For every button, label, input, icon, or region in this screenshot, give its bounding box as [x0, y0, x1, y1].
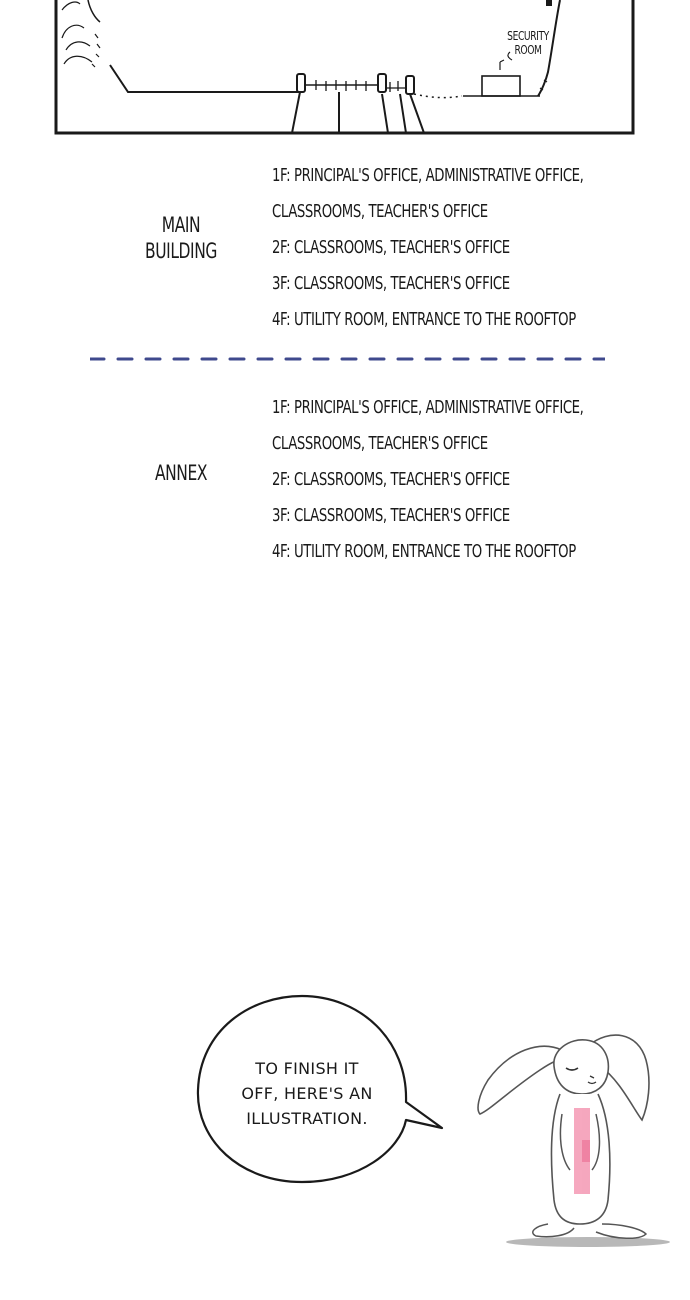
section-divider [90, 355, 605, 363]
floor-line: 1F: PRINCIPAL'S OFFICE, ADMINISTRATIVE OFFICE, [272, 397, 584, 418]
main-building-floor-list [272, 158, 652, 338]
floor-line: 1F: PRINCIPAL'S OFFICE, ADMINISTRATIVE OFFICE, [272, 165, 584, 186]
floor-line: 4F: UTILITY ROOM, ENTRANCE TO THE ROOFTOP [272, 541, 576, 562]
floor-line: CLASSROOMS, TEACHER'S OFFICE [272, 433, 488, 454]
floor-line: CLASSROOMS, TEACHER'S OFFICE [272, 201, 488, 222]
security-room-label-line2: ROOM [514, 43, 542, 57]
security-room-label [498, 29, 558, 57]
speech-bubble-line2: OFF, HERE'S AN [241, 1084, 373, 1103]
annex-floor-list [272, 390, 652, 570]
annex-title [128, 460, 235, 486]
floor-line: 3F: CLASSROOMS, TEACHER'S OFFICE [272, 273, 510, 294]
main-building-title-line2: BUILDING [145, 239, 217, 263]
security-room-label-line1: SECURITY [507, 29, 549, 43]
main-building-title-line1: MAIN [161, 213, 201, 237]
school-map-drawing [0, 0, 690, 140]
school-map-panel [0, 0, 690, 140]
speech-bubble-line3: ILLUSTRATION. [246, 1109, 368, 1128]
floor-line: 4F: UTILITY ROOM, ENTRANCE TO THE ROOFTOP [272, 309, 576, 330]
speech-bubble-line1: TO FINISH IT [255, 1059, 359, 1078]
annex-title-line1: ANNEX [154, 461, 208, 485]
bunny-illustration [470, 1010, 680, 1250]
main-building-title [128, 212, 235, 264]
floor-line: 2F: CLASSROOMS, TEACHER'S OFFICE [272, 469, 510, 490]
floor-line: 2F: CLASSROOMS, TEACHER'S OFFICE [272, 237, 510, 258]
speech-bubble-text [226, 1056, 388, 1131]
floor-line: 3F: CLASSROOMS, TEACHER'S OFFICE [272, 505, 510, 526]
